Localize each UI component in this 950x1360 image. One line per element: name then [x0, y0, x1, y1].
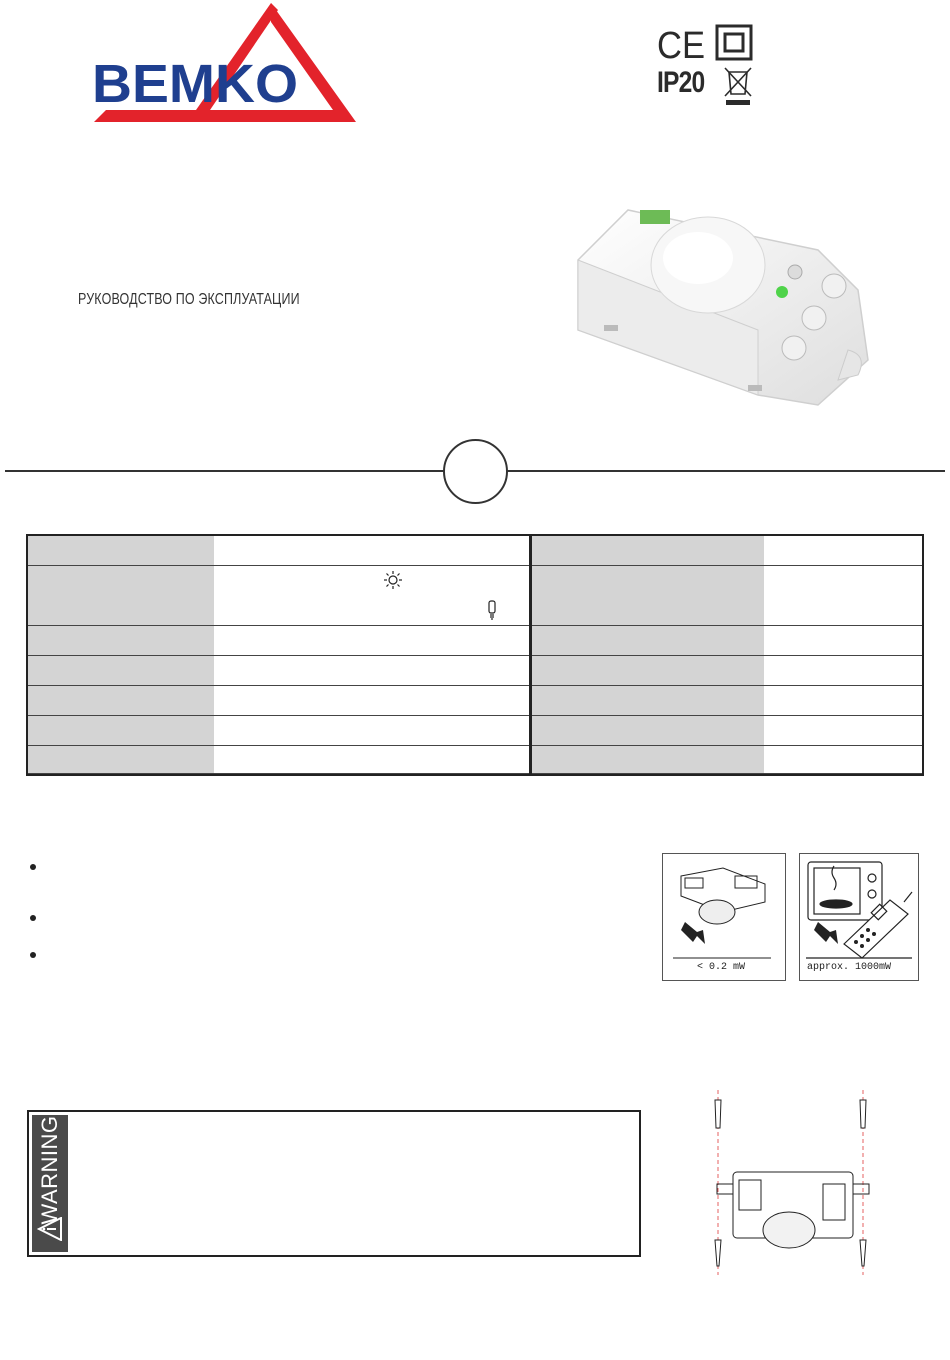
- list-bullet: [30, 915, 36, 921]
- warning-triangle-icon: [37, 1217, 63, 1241]
- wall-plug-icon: [715, 1100, 866, 1128]
- list-bullet: [30, 952, 36, 958]
- figure-microwave-comparison: [799, 853, 919, 981]
- section-marker-circle: [443, 439, 508, 504]
- list-bullet: [30, 864, 36, 870]
- warning-label-bar: [32, 1115, 68, 1252]
- product-image: [568, 190, 878, 420]
- table-row: [28, 716, 922, 746]
- figure-sensor-emission: [662, 853, 786, 981]
- table-row: [28, 686, 922, 716]
- bulb-icon: [485, 600, 499, 622]
- sensor-outline: [717, 1172, 869, 1248]
- table-column-divider: [529, 536, 532, 774]
- ip-rating: IP20: [657, 66, 705, 99]
- standby-caption: < 0.2 mW: [697, 962, 746, 973]
- arrow-icon: [681, 922, 705, 944]
- specification-table: [26, 534, 924, 776]
- led-indicator: [776, 286, 788, 298]
- table-row: [28, 656, 922, 686]
- ce-mark: CE: [657, 25, 705, 67]
- arrow-icon: [814, 922, 838, 944]
- table-row: [28, 626, 922, 656]
- class-ii-icon: [717, 26, 751, 59]
- microwave-caption: approx. 1000mW: [807, 962, 892, 973]
- warning-box: [27, 1110, 641, 1257]
- mounting-diagram: [705, 1090, 880, 1275]
- table-row: [28, 566, 922, 626]
- table-row: [28, 746, 922, 774]
- terminal-block: [640, 210, 670, 224]
- logo-wordmark: BEMKO: [92, 54, 298, 114]
- wee-bin-icon: [725, 68, 751, 105]
- manual-subtitle: РУКОВОДСТВО ПО ЭКСПЛУАТАЦИИ: [78, 291, 300, 308]
- sun-icon: [383, 570, 403, 590]
- warning-label: WARNING: [37, 1114, 62, 1225]
- bemko-logo: [88, 0, 363, 128]
- table-row: [28, 536, 922, 566]
